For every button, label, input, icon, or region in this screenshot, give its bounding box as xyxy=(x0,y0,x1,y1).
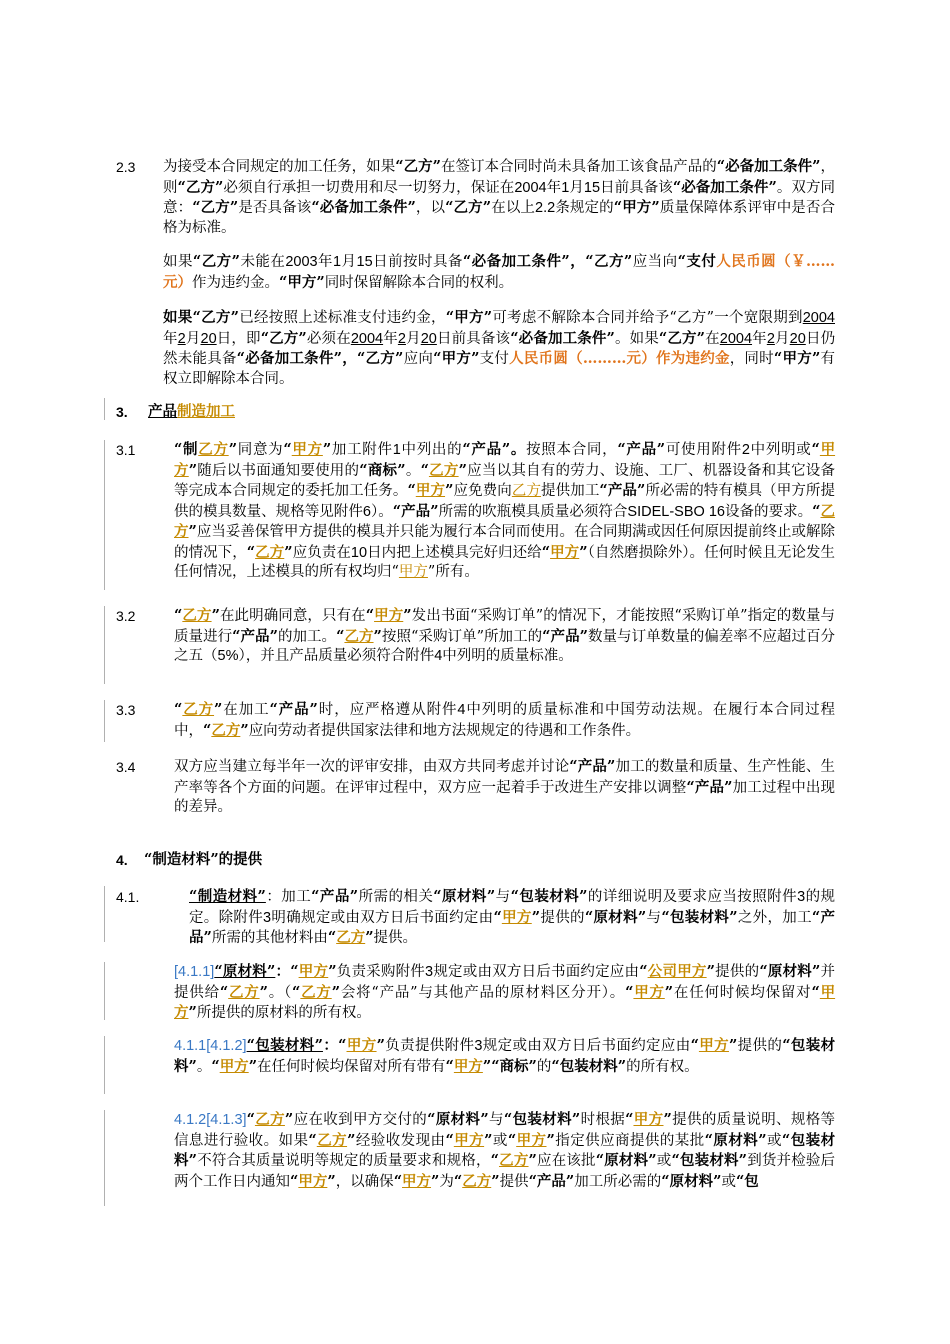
clause-4-1-2-paragraph: 4.1.1[4.1.2]“包装材料”：“甲方”负责提供附件3规定或由双方日后书面约定应由“甲方”提供的“包装材料”。“甲方”在任何时候均保留对所有带有“甲方”“商标”的“包装材料”的所有权。 xyxy=(174,1037,836,1075)
clause-2-3-paragraph-3: 如果“乙方”已经按照上述标准支付违约金，“甲方”可考虑不解除本合同并给予“乙方”一个宽限期到2004年2月20日，即“乙方”必须在2004年2月20日前具备该“必备加工条件”。如果“乙方”在2004年2月20日仍然未能具备“必备加工条件”，“乙方”应向“甲方”支付人民币圆（………元）作为违约金，同时“甲方”有权立即解除本合同。 xyxy=(163,309,836,387)
clause-3-1-paragraph: “制乙方”同意为“甲方”加工附件1中列出的“产品”。按照本合同，“产品”可使用附件2中列明或“甲方”随后以书面通知要使用的“商标”。“乙方”应当以其自有的劳力、设施、工厂、机器设备和其它设备等完成本合同规定的委托加工任务。“甲方”应免费向乙方提供加工“产品”所必需的特有模具（甲方所提供的模具数量、规格等见附件6）。“产品”所需的吹瓶模具质量必须符合SIDEL-SBO 16设备的要求。“乙方”应当妥善保管甲方提供的模具并只能为履行本合同而使用。在合同期满或因任何原因提前终止或解除的情况下，“乙方”应负责在10日内把上述模具完好归还给“甲方”（自然磨损除外）。任何时候且无论发生任何情况，上述模具的所有权均归“甲方”所有。 xyxy=(174,441,836,580)
clause-number: 4.1. xyxy=(116,889,140,905)
clause-4-1-paragraph: “制造材料”：加工“产品”所需的相关“原材料”与“包装材料”的详细说明及要求应当按照附件3的规定。除附件3明确规定或由双方日后书面约定由“甲方”提供的“原材料”与“包装材料”之外，加工“产品”所需的其他材料由“乙方”提供。 xyxy=(189,888,836,946)
clause-number: 3.1 xyxy=(116,442,136,458)
clause-4-1-1-paragraph: [4.1.1]“原材料”：“甲方”负责采购附件3规定或由双方日后书面约定应由“公司甲方”提供的“原材料”并提供给“乙方”。（“乙方”会将“产品”与其他产品的原材料区分开）。“甲方”在任何时候均保留对“甲方”所提供的原材料的所有权。 xyxy=(174,963,836,1021)
section-number: 3. xyxy=(116,404,128,420)
section-3-title: 产品制造加工 xyxy=(148,403,235,420)
clause-3-3-paragraph: “乙方”在加工“产品”时，应严格遵从附件4中列明的质量标准和中国劳动法规。在履行本合同过程中，“乙方”应向劳动者提供国家法律和地方法规规定的待遇和工作条件。 xyxy=(174,701,836,739)
clause-number: 3.3 xyxy=(116,702,136,718)
change-bar xyxy=(104,886,105,942)
clause-3-4-paragraph: 双方应当建立每半年一次的评审安排，由双方共同考虑并讨论“产品”加工的数量和质量、生产性能、生产率等各个方面的问题。在评审过程中，双方应一起着手于改进生产安排以调整“产品”加工过程中出现的差异。 xyxy=(174,758,836,815)
change-bar xyxy=(104,1036,105,1094)
change-bar xyxy=(104,962,105,1020)
clause-number: 4.1.1[4.1.2] xyxy=(174,1038,247,1054)
section-number: 4. xyxy=(116,852,128,868)
section-4-title: “制造材料”的提供 xyxy=(144,851,263,868)
clause-2-3-paragraph-1: 为接受本合同规定的加工任务，如果“乙方”在签订本合同时尚未具备加工该食品产品的“必备加工条件”，则“乙方”必须自行承担一切费用和尽一切努力，保证在2004年1月15日前具备该“必备加工条件”。双方同意：“乙方”是否具备该“必备加工条件”，以“乙方”在以上2.2条规定的“甲方”质量保障体系评审中是否合格为标准。 xyxy=(163,158,836,236)
clause-4-1-3-paragraph: 4.1.2[4.1.3]“乙方”应在收到甲方交付的“原材料”与“包装材料”时根据“甲方”提供的质量说明、规格等信息进行验收。如果“乙方”经验收发现由“甲方”或“甲方”指定供应商提供的某批“原材料”或“包装材料”不符合其质量说明等规定的质量要求和规格，“乙方”应在该批“原材料”或“包装材料”到货并检验后两个工作日内通知“甲方”，以确保“甲方”为“乙方”提供“产品”加工所必需的“原材料”或“包 xyxy=(174,1111,836,1190)
change-bar xyxy=(104,440,105,590)
clause-number: [4.1.1] xyxy=(174,964,215,980)
change-bar xyxy=(104,1110,105,1206)
clause-number: 3.4 xyxy=(116,759,136,775)
clause-number: 3.2 xyxy=(116,608,136,624)
change-bar xyxy=(104,700,105,742)
clause-number: 2.3 xyxy=(116,159,136,175)
clause-2-3-paragraph-2: 如果“乙方”未能在2003年1月15日前按时具备“必备加工条件”，“乙方”应当向“支付人民币圆（￥……元）作为违约金。“甲方”同时保留解除本合同的权利。 xyxy=(163,253,836,291)
clause-3-2-paragraph: “乙方”在此明确同意，只有在“甲方”发出书面“采购订单”的情况下，才能按照“采购订单”指定的数量与质量进行“产品”的加工。“乙方”按照“采购订单”所加工的“产品”数量与订单数量的偏差率不应超过百分之五（5%），并且产品质量必须符合附件4中列明的质量标准。 xyxy=(174,607,836,664)
change-bar xyxy=(104,398,105,420)
change-bar xyxy=(104,606,105,684)
clause-number: 4.1.2[4.1.3] xyxy=(174,1112,247,1128)
